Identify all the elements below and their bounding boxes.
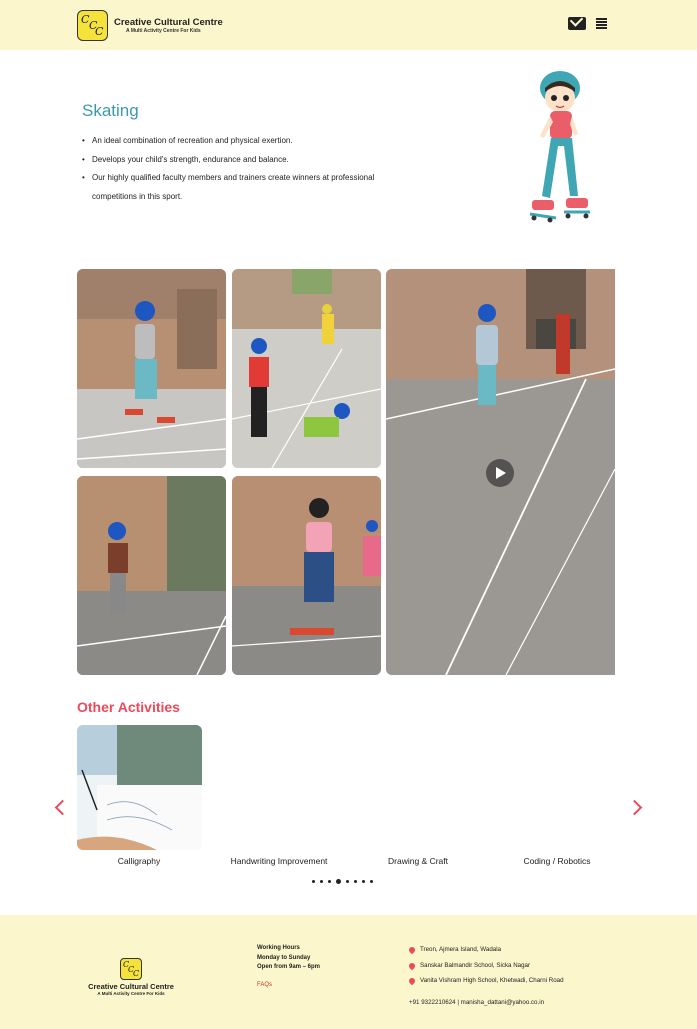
- carousel-dot[interactable]: [370, 880, 373, 883]
- skater-mascot-illustration: [520, 66, 600, 236]
- feature-item: • Our highly qualified faculty members and trainers create winners at professional: [82, 169, 422, 188]
- brand-title: Creative Cultural Centre: [114, 16, 223, 28]
- feature-item: competitions in this sport.: [92, 191, 183, 201]
- activity-card-calligraphy[interactable]: [77, 725, 202, 850]
- location-pin-icon: [408, 976, 416, 984]
- carousel-prev-icon[interactable]: [52, 798, 68, 818]
- feature-item: • Develops your child's strength, endurance and balance.: [82, 151, 422, 170]
- carousel-dot[interactable]: [320, 880, 323, 883]
- site-header: [0, 0, 697, 50]
- play-icon[interactable]: [486, 459, 514, 487]
- mail-icon[interactable]: [568, 17, 586, 30]
- contact-info[interactable]: +91 9322210624 | manisha_dattani@yahoo.co.in: [409, 999, 545, 1006]
- activity-label[interactable]: Handwriting Improvement: [230, 856, 328, 866]
- carousel-dot[interactable]: [312, 880, 315, 883]
- location-item[interactable]: [409, 962, 530, 969]
- menu-icon[interactable]: [596, 18, 607, 29]
- location-item[interactable]: [409, 946, 501, 953]
- carousel-dot-active[interactable]: [336, 879, 341, 884]
- carousel-dot[interactable]: [362, 880, 365, 883]
- footer-logo[interactable]: [81, 958, 181, 996]
- carousel-dot[interactable]: [328, 880, 331, 883]
- carousel-dots: [312, 880, 373, 884]
- hours-time: Open from 9am – 6pm: [257, 964, 321, 970]
- activity-image: [77, 725, 202, 850]
- activity-label[interactable]: Drawing & Craft: [388, 856, 448, 866]
- activity-label[interactable]: Coding / Robotics: [523, 856, 591, 866]
- gallery-photo-2[interactable]: [232, 269, 381, 468]
- page-title: Skating: [82, 101, 139, 120]
- gallery-photo-1[interactable]: [77, 269, 226, 468]
- gallery-photo-4[interactable]: [232, 476, 381, 675]
- brand-subtitle: A Multi Activity Centre For Kids: [126, 27, 201, 34]
- carousel-next-icon[interactable]: [628, 798, 644, 818]
- location-pin-icon: [408, 945, 416, 953]
- section-title: Other Activities: [77, 699, 180, 715]
- carousel-dot[interactable]: [346, 880, 349, 883]
- feature-item: • An ideal combination of recreation and physical exertion.: [82, 132, 422, 151]
- feature-list: [82, 132, 422, 206]
- hours-title: Working Hours: [257, 945, 300, 951]
- location-item[interactable]: [409, 977, 564, 984]
- carousel-dot[interactable]: [354, 880, 357, 883]
- activity-label[interactable]: Calligraphy: [117, 856, 161, 866]
- logo-badge: C C C: [77, 10, 108, 41]
- gallery-photo-3[interactable]: [77, 476, 226, 675]
- location-text: Treon, Ajmera Island, Wadala: [420, 946, 502, 953]
- footer-brand-title: Creative Cultural Centre: [88, 982, 174, 991]
- footer-brand-subtitle: A Multi Activity Centre For Kids: [97, 991, 165, 996]
- location-pin-icon: [408, 961, 416, 969]
- location-text: Vanita Vishram High School, Khetwadi, Charni Road: [420, 977, 564, 984]
- brand-logo[interactable]: [77, 10, 223, 41]
- location-text: Sanskar Balmandir School, Sicka Nagar: [420, 962, 531, 969]
- hours-days: Monday to Sunday: [257, 954, 311, 961]
- faqs-link[interactable]: FAQs: [257, 982, 273, 988]
- working-hours: [257, 944, 320, 973]
- logo-badge: C C C: [120, 958, 142, 980]
